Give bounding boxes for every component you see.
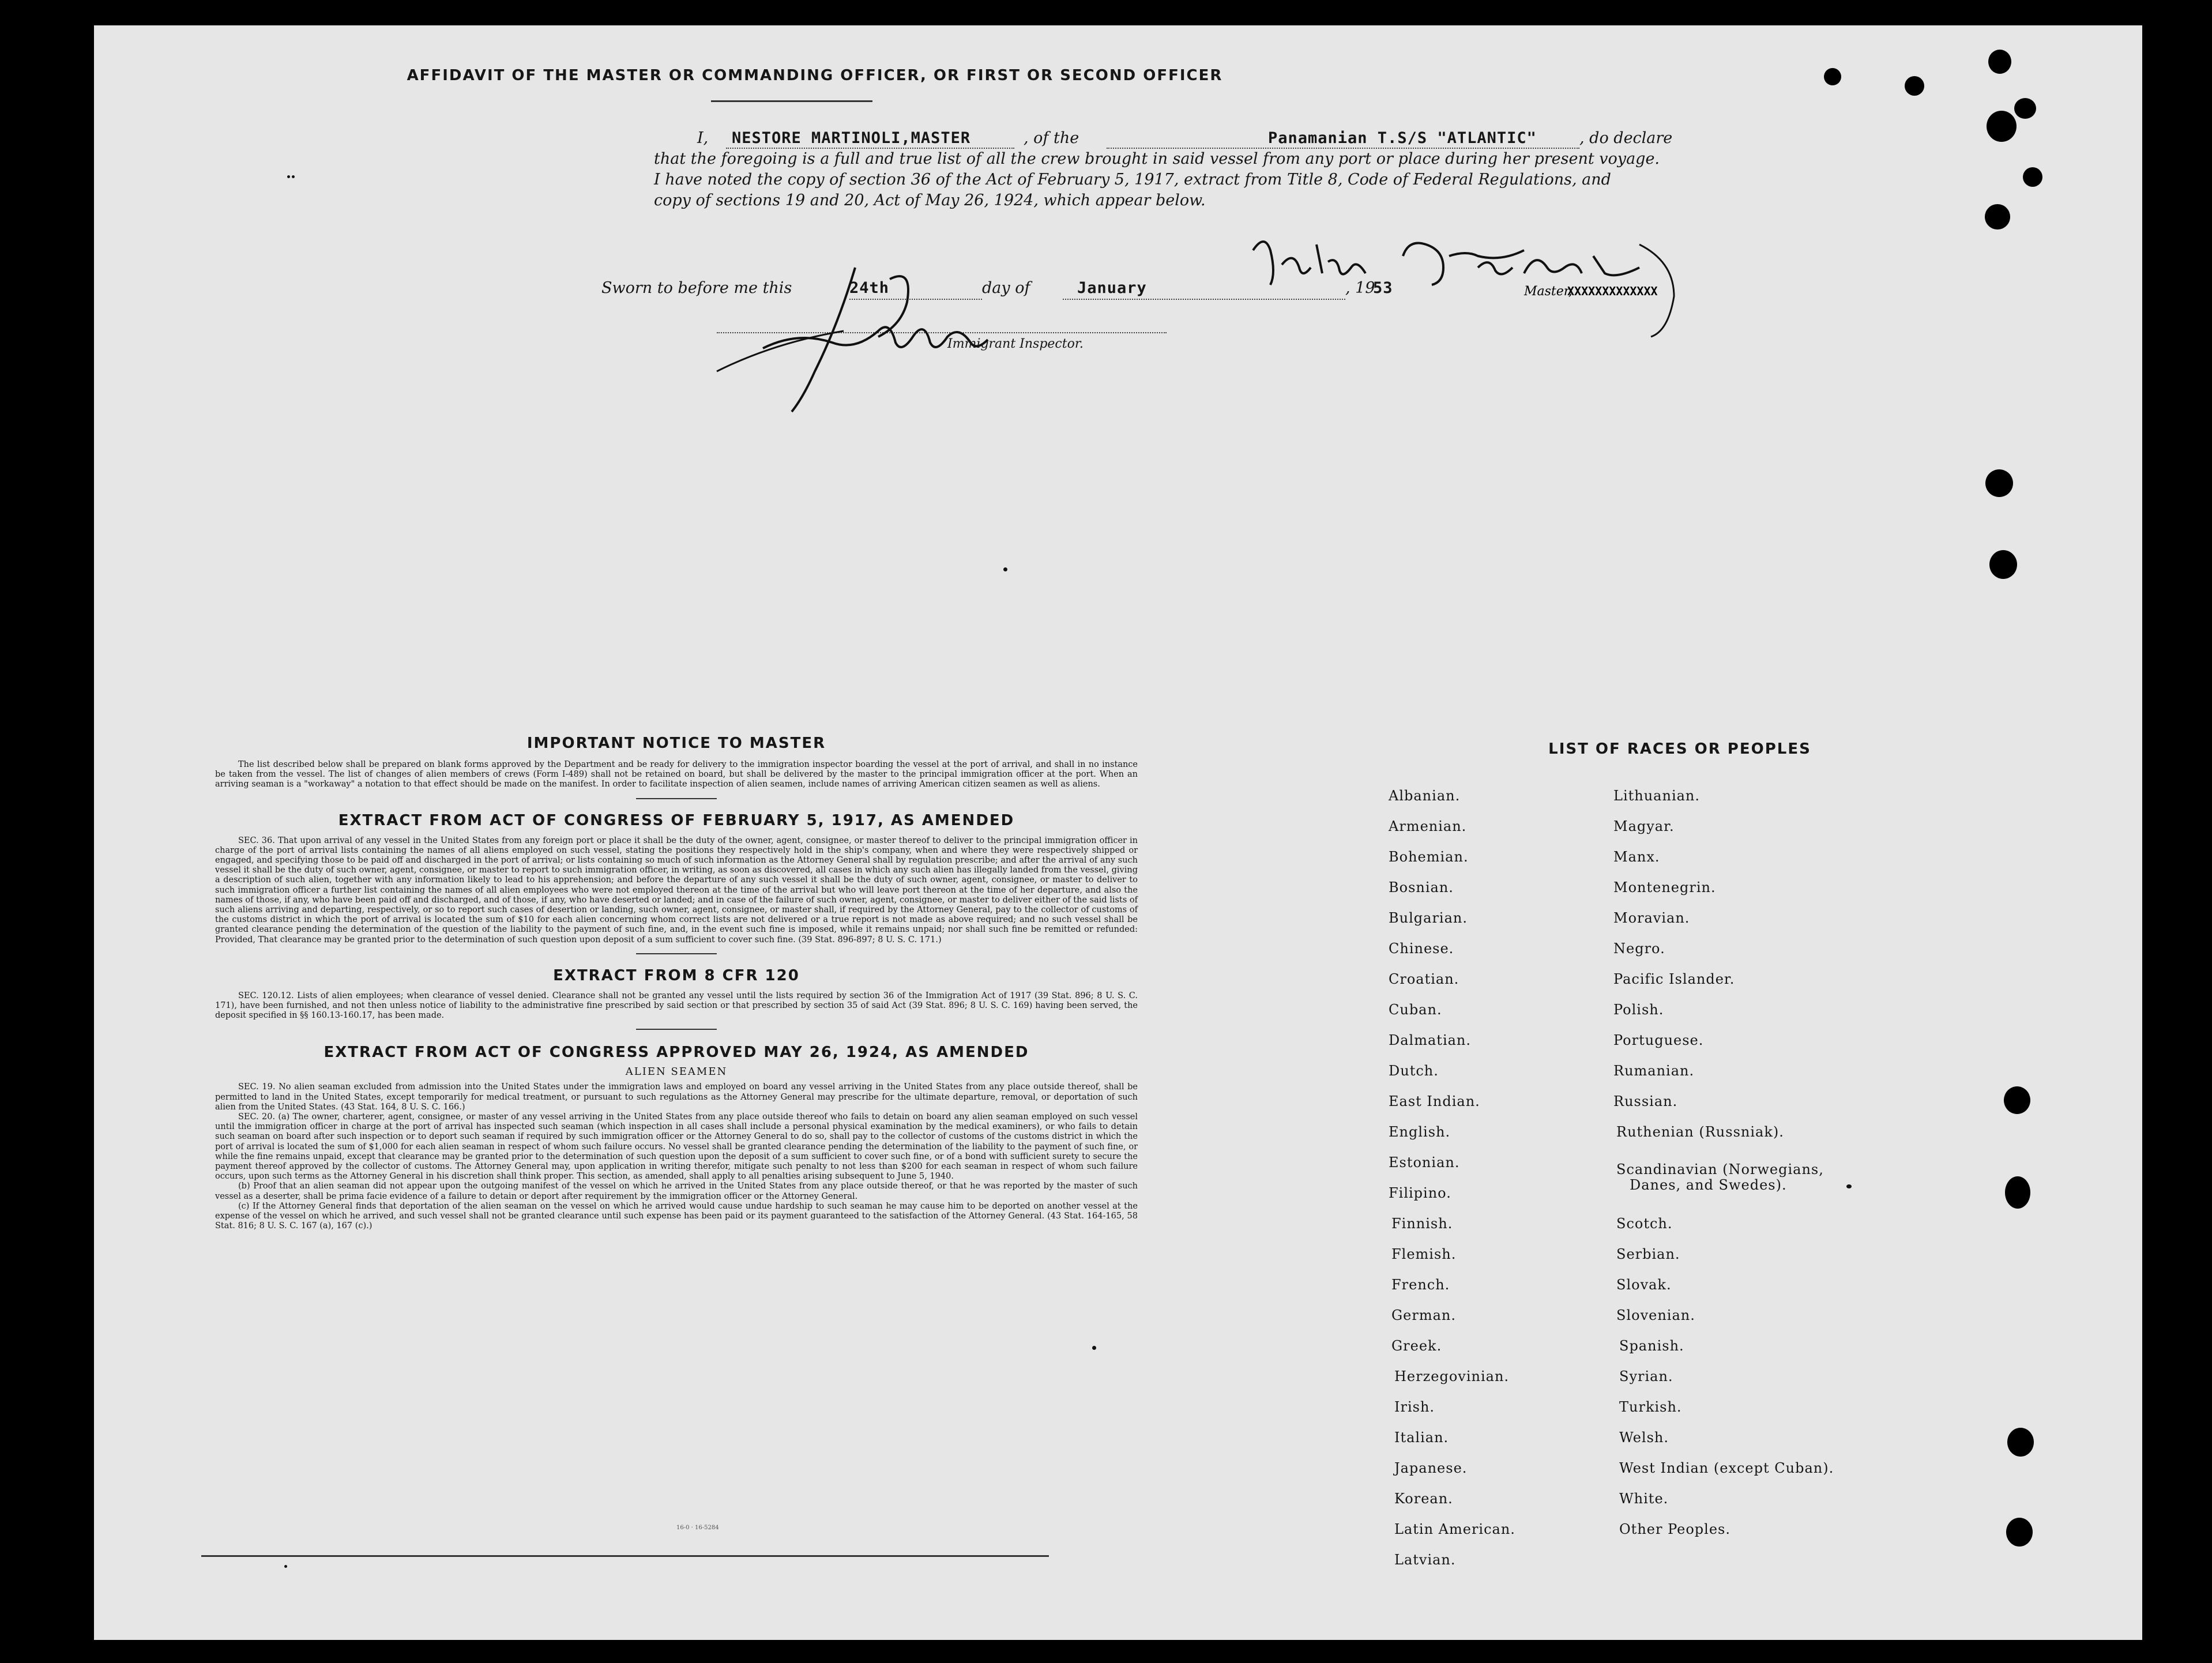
race-item: Spanish. <box>1619 1338 1684 1354</box>
section-20c-text: (c) If the Attorney General finds that deportation of the alien seaman on the vessel on which he arrived would cause undue hardship to such seaman he may cause him to be deported on another vessel at the expense of the vessel on which he arrived, and such vessel shall not be granted clearance until such expense has been paid or its payment guaranteed to the satisfaction of the Attorney General. (43 Stat. 164-165, 58 Stat. 816; 8 U. S. C. 167 (a), 167 (c).) <box>215 1201 1138 1231</box>
sworn-month: January <box>1077 279 1147 297</box>
section-rule <box>636 798 717 799</box>
punch-hole <box>1985 469 2013 497</box>
document-page <box>94 25 2142 1640</box>
punch-hole <box>1985 204 2010 229</box>
master-name: NESTORE MARTINOLI,MASTER <box>732 129 971 147</box>
punch-hole <box>2006 1518 2033 1547</box>
race-item: Lithuanian. <box>1613 788 1701 804</box>
sworn-day: 24th <box>849 279 890 297</box>
race-item: Slovenian. <box>1616 1307 1695 1323</box>
affidavit-line-1 <box>559 128 1741 149</box>
extract-1924-title: EXTRACT FROM ACT OF CONGRESS APPROVED MAY 26, 1924, AS AMENDED <box>323 1044 1029 1062</box>
race-item: Scotch. <box>1616 1216 1673 1232</box>
speck <box>1003 567 1007 571</box>
punch-hole <box>1824 68 1841 85</box>
punch-hole <box>2004 1086 2030 1114</box>
race-item: Welsh. <box>1619 1429 1669 1446</box>
race-item: Chinese. <box>1389 940 1454 957</box>
section-20b-text: (b) Proof that an alien seaman did not appear upon the outgoing manifest of the vessel on which he arrived in the United States from any place outside thereof, or that he was reported by the master of such vessel as a deserter, shall be prima facie evidence of a failure to detain or deport after requirement by the immigration officer or the Attorney General. <box>215 1182 1138 1201</box>
races-title: LIST OF RACES OR PEOPLES <box>1548 740 1811 758</box>
pronoun: I, <box>697 129 709 147</box>
punch-hole <box>2014 98 2036 119</box>
race-item: Slovak. <box>1616 1277 1672 1293</box>
year-prefix: , 19 <box>1345 279 1375 297</box>
extract-cfr-body: SEC. 120.12. Lists of alien employees; when clearance of vessel denied. Clearance shall not be granted any vessel until the lists required by section 36 of the Immigration Act of 1917 (39 Stat. 896; 8 U. S. C. 171), have been furnished, and not then unless notice of liability to the administrative fine prescribed by said section or that prescribed by section 35 of said Act (39 Stat. 896; 8 U. S. C. 169) having been served, the deposit specified in §§ 160.13-160.17, has been made. <box>215 991 1138 1021</box>
section-rule <box>636 953 717 954</box>
race-item: Latvian. <box>1394 1552 1456 1568</box>
race-item: Magyar. <box>1613 818 1675 834</box>
race-item: Albanian. <box>1389 788 1461 804</box>
print-code: 16-0 · 16-5284 <box>676 1525 719 1531</box>
race-item: German. <box>1391 1307 1456 1323</box>
extract-1917-title: EXTRACT FROM ACT OF CONGRESS OF FEBRUARY 5, 1917, AS AMENDED <box>338 811 1015 829</box>
race-item: Croatian. <box>1389 971 1459 987</box>
race-item: Armenian. <box>1389 818 1467 834</box>
race-item: English. <box>1389 1124 1451 1140</box>
affidavit-title: AFFIDAVIT OF THE MASTER OR COMMANDING OFFICER, OR FIRST OR SECOND OFFICER <box>407 67 1223 84</box>
race-item: Rumanian. <box>1613 1063 1695 1079</box>
legal-notices <box>215 735 1138 1232</box>
race-item: Flemish. <box>1391 1246 1457 1262</box>
race-item: Bohemian. <box>1389 849 1469 865</box>
section-19-text: SEC. 19. No alien seaman excluded from admission into the United States under the immigration laws and employed on board any vessel arriving in the United States from any place outside thereof, shall be permitted to land in the United States, except temporarily for medical treatment, or pursuant to such regulations as the Attorney General may prescribe for the ultimate departure, removal, or deportation of such alien from the United States. (43 Stat. 164, 8 U. S. C. 166.) <box>215 1082 1138 1112</box>
punch-hole <box>1988 50 2011 74</box>
race-item: Scandinavian (Norwegians, <box>1616 1161 1824 1177</box>
notice-title: IMPORTANT NOTICE TO MASTER <box>526 735 826 752</box>
race-item: Manx. <box>1613 849 1660 865</box>
race-item: Filipino. <box>1389 1185 1451 1201</box>
title-rule <box>711 100 872 102</box>
race-item: Russian. <box>1613 1093 1678 1109</box>
struck-officer-titles: XXXXXXXXXXXXX <box>1567 284 1658 298</box>
alien-seamen-subtitle: ALIEN SEAMEN <box>625 1066 728 1078</box>
sworn-year: 53 <box>1373 279 1393 297</box>
section-20a-text: SEC. 20. (a) The owner, charterer, agent, consignee, or master of any vessel arriving in the United States from any place outside thereof who fails to detain on board any alien seaman employed on such vessel until the immigration officer in charge at the port of arrival has inspected such seaman (which inspection in all cases shall include a personal physical examination by the medical examiners), or who fails to detain such seaman on board after such inspection or to deport such seaman if required by such immigration officer or the Attorney General to do so, shall pay to the collector of customs of the customs district in which the port of arrival is located the sum of $1,000 for each alien seaman in respect of whom such failure occurs. No vessel shall be granted clearance pending the determination of the liability to the payment of such fine, or while the fine remains unpaid, except that clearance may be granted prior to the determination of such question upon the deposit of a sum sufficient to cover such fine, or of a bond with sufficient surety to secure the payment thereof approved by the collector of customs. The Attorney General may, upon application in writing therefor, mitigate such penalty to not less than $200 for each seaman in respect of whom such failure occurs, upon such terms as the Attorney General in his discretion shall think proper. This section, as amended, shall apply to all penalties arising subsequent to June 5, 1940. <box>215 1112 1138 1182</box>
bottom-rule <box>201 1555 1049 1557</box>
race-item: Danes, and Swedes). <box>1630 1177 1787 1193</box>
extract-cfr-title: EXTRACT FROM 8 CFR 120 <box>553 966 800 984</box>
affidavit-line-4: copy of sections 19 and 20, Act of May 26, 1924, which appear below. <box>654 191 1206 209</box>
race-item: Syrian. <box>1619 1368 1673 1384</box>
of-the-text: , of the <box>1024 129 1079 147</box>
vessel-name: Panamanian T.S/S "ATLANTIC" <box>1268 129 1537 147</box>
speck <box>1846 1184 1852 1188</box>
punch-hole <box>2023 167 2042 187</box>
race-item: White. <box>1619 1491 1669 1507</box>
race-item: Polish. <box>1613 1002 1664 1018</box>
race-item: Greek. <box>1391 1338 1442 1354</box>
race-item: Negro. <box>1613 940 1665 957</box>
race-item: Irish. <box>1394 1399 1435 1415</box>
race-item: Finnish. <box>1391 1216 1453 1232</box>
race-item: Ruthenian (Russniak). <box>1616 1124 1784 1140</box>
race-item: West Indian (except Cuban). <box>1619 1460 1834 1476</box>
punch-hole <box>1987 111 2017 142</box>
speck <box>287 175 290 178</box>
race-item: Dalmatian. <box>1389 1032 1472 1048</box>
master-label: Master, <box>1524 284 1573 299</box>
race-item: Other Peoples. <box>1619 1521 1731 1537</box>
race-item: Dutch. <box>1389 1063 1439 1079</box>
punch-hole <box>1905 76 1924 96</box>
sworn-prefix: Sworn to before me this <box>601 279 792 297</box>
race-item: Cuban. <box>1389 1002 1442 1018</box>
affidavit-line-2: that the foregoing is a full and true list of all the crew brought in said vessel from any port or place during her present voyage. <box>654 150 1660 168</box>
race-item: Italian. <box>1394 1429 1449 1446</box>
race-item: Pacific Islander. <box>1613 971 1735 987</box>
race-item: Estonian. <box>1389 1154 1460 1171</box>
day-of-text: day of <box>982 279 1030 297</box>
race-item: Moravian. <box>1613 910 1690 926</box>
race-item: French. <box>1391 1277 1450 1293</box>
race-item: Bosnian. <box>1389 879 1454 896</box>
race-item: Turkish. <box>1619 1399 1682 1415</box>
race-item: Herzegovinian. <box>1394 1368 1510 1384</box>
speck <box>284 1565 287 1568</box>
punch-hole <box>2007 1428 2034 1457</box>
speck <box>1092 1346 1096 1350</box>
race-item: Latin American. <box>1394 1521 1515 1537</box>
race-item: Montenegrin. <box>1613 879 1716 896</box>
race-item: Portuguese. <box>1613 1032 1704 1048</box>
race-item: Japanese. <box>1394 1460 1468 1476</box>
punch-hole <box>1989 550 2017 579</box>
do-declare-text: , do declare <box>1579 129 1673 147</box>
speck <box>292 175 295 178</box>
notice-body: The list described below shall be prepared on blank forms approved by the Department and be ready for delivery to the immigration inspector boarding the vessel at the port of arrival, and shall in no instance be taken from the vessel. The list of changes of alien members of crews (Form I-489) shall not be retained on board, but shall be delivered by the master to the principal immigration officer at the port. When an arriving seaman is a "workaway" a notation to that effect should be made on the manifest. In order to facilitate inspection of alien seamen, include names of arriving American citizen seamen as well as aliens. <box>215 760 1138 789</box>
race-item: Serbian. <box>1616 1246 1680 1262</box>
affidavit-line-3: I have noted the copy of section 36 of the Act of February 5, 1917, extract from Title 8, Code of Federal Regulations, and <box>654 171 1611 189</box>
race-item: Bulgarian. <box>1389 910 1468 926</box>
section-rule <box>636 1029 717 1030</box>
affidavit-paragraph <box>559 128 1741 211</box>
punch-hole <box>2005 1176 2030 1209</box>
race-item: Korean. <box>1394 1491 1453 1507</box>
extract-1917-body: SEC. 36. That upon arrival of any vessel in the United States from any foreign port or place it shall be the duty of the owner, agent, consignee, or master thereof to deliver to the principal immigration officer in charge of the port of arrival lists containing the names of all aliens employed on such vessel, stating the positions they respectively hold in the ship's company, when and where they were respectively shipped or engaged, and specifying those to be paid off and discharged in the port of arrival; or lists containing so much of such information as the Attorney General shall by regulation prescribe; and after the arrival of any such vessel it shall be the duty of such owner, agent, consignee, or master to report to such immigration officer, in writing, as soon as discovered, all cases in which any such alien has illegally landed from the vessel, giving a description of such alien, together with any information likely to lead to his apprehension; and before the departure of any such vessel it shall be the duty of such owner, agent, consignee, or master to deliver to such immigration officer a further list containing the names of all alien employees who were not employed thereon at the time of the arrival but who will leave port thereon at the time of her departure, and also the names of those, if any, who have been paid off and discharged, and of those, if any, who have deserted or landed; and in case of the failure of such owner, agent, consignee, or master to deliver either of the said lists of such aliens arriving and departing, respectively, or so to report such cases of desertion or landing, such owner, agent, consignee, or master shall, if required by the Attorney General, pay to the collector of customs of the customs district in which the port of arrival is located the sum of $10 for each alien concerning whom correct lists are not delivered or a true report is not made as above required; and no such vessel shall be granted clearance pending the determination of the question of the liability to the payment of such fine, and, in the event such fine is imposed, while it remains unpaid; nor shall such fine be remitted or refunded: Provided, That clearance may be granted prior to the determination of such question upon deposit of a sum sufficient to cover such fine. (39 Stat. 896-897; 8 U. S. C. 171.) <box>215 836 1138 945</box>
race-item: East Indian. <box>1389 1093 1480 1109</box>
inspector-label: Immigrant Inspector. <box>947 337 1084 351</box>
